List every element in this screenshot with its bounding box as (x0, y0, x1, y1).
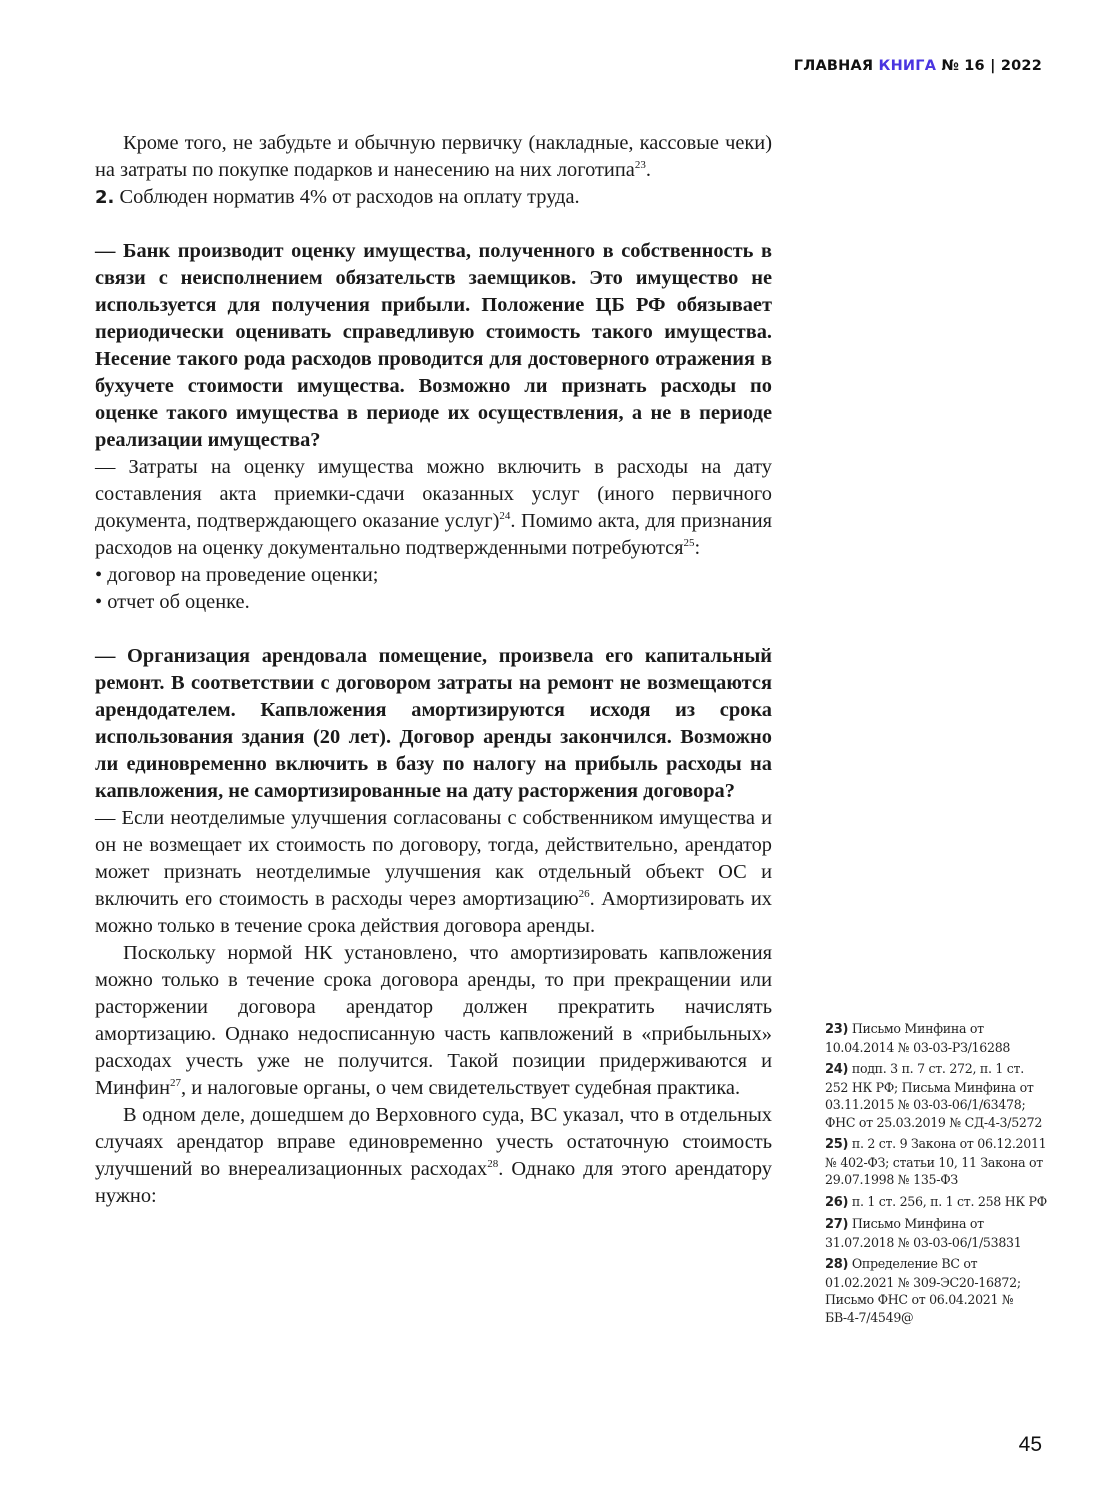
footnote-25: 25) п. 2 ст. 9 Закона от 06.12.2011 № 402-ФЗ; статьи 10, 11 Закона от 29.07.1998 № 135-ФЗ (825, 1136, 1047, 1187)
bullet-item: • отчет об оценке. (95, 591, 250, 613)
brand-name-accent: КНИГА (878, 58, 937, 74)
footnote-ref-27[interactable]: 27 (170, 1077, 181, 1089)
bullet-item: • договор на проведение оценки; (95, 564, 379, 586)
question-1: — Банк производит оценку имущества, полученного в собственность в связи с неисполнением обязательств заемщиков. Это имущество не используется для получения прибыли. Положение ЦБ РФ обязывает периодически оценивать справедливую стоимость такого имущества. Несение такого рода расходов проводится для достоверного отражения в бухучете стоимости имущества. Возможно ли признать расходы по оценке такого имущества в периоде их осуществления, а не в периоде реализации имущества? (95, 240, 772, 451)
answer-2: — Если неотделимые улучшения согласованы с собственником имущества и он не возмещает их стоимость по договору, тогда, действительно, арендатор может признать неотделимые улучшения как отдельный объект ОС и включить его стоимость в расходы через амортизацию$^{26}$. Амортизировать их можно только в течение срока действия договора аренды. (95, 807, 772, 937)
paragraph-primary-docs: Кроме того, не забудьте и обычную первичку (накладные, кассовые чеки) на затраты по покупке подарков и нанесению на них логотипа$^{23}$. (95, 132, 772, 181)
question-2: — Организация арендовала помещение, произвела его капитальный ремонт. В соответствии с договором затраты на ремонт не возмещаются арендодателем. Капвложения амортизируются исходя из срока использования здания (20 лет). Договор аренды закончился. Возможно ли единовременно включить в базу по налогу на прибыль расходы на капвложения, не самортизированные на дату расторжения договора? (95, 645, 772, 802)
footnote-23: 23) Письмо Минфина от 10.04.2014 № 03-03-РЗ/16288 (825, 1021, 1011, 1055)
answer-1: — Затраты на оценку имущества можно включить в расходы на дату составления акта приемки-сдачи оказанных услуг (иного первичного документа, подтверждающего оказание услуг)$^{24}$. Помимо акта, для признания расходов на оценку документально подтвержденными потребуются$^{25}$: (95, 456, 772, 559)
footnote-ref-28[interactable]: 28 (487, 1158, 499, 1170)
issue-number: № 16 | 2022 (941, 58, 1042, 74)
footnote-28: 28) Определение ВС от 01.02.2021 № 309-ЭС20-16872; Письмо ФНС от 06.04.2021 № БВ-4-7/4549@ (825, 1256, 1021, 1325)
footnotes-sidebar (825, 1020, 1050, 1330)
running-header (794, 58, 1042, 74)
brand-name: ГЛАВНАЯ (793, 58, 874, 74)
footnote-ref-26[interactable]: 26 (578, 888, 590, 900)
paragraph-supreme-court: В одном деле, дошедшем до Верховного суда, ВС указал, что в отдельных случаях арендатор вправе единовременно учесть остаточную стоимость улучшений во внереализационных расходах$^{28}$. Однако для этого арендатору нужно: (95, 1104, 772, 1207)
footnote-ref-23[interactable]: 23 (634, 159, 646, 171)
footnote-ref-24[interactable]: 24 (499, 510, 511, 522)
paragraph-nk-norm: Поскольку нормой НК установлено, что амортизировать капвложения можно только в течение срока договора аренды, то при прекращении или расторжении договора арендатор должен прекратить начислять амортизацию. Однако недосписанную часть капвложений в «прибыльных» расходах учесть уже не получится. Такой позиции придерживаются и Минфин$^{27}$, и налоговые органы, о чем свидетельствует судебная практика. (95, 942, 772, 1099)
footnote-27: 27) Письмо Минфина от 31.07.2018 № 03-03-06/1/53831 (825, 1216, 1022, 1250)
footnote-26: 26) п. 1 ст. 256, п. 1 ст. 258 НК РФ (825, 1193, 1047, 1210)
footnote-ref-25[interactable]: 25 (683, 537, 695, 549)
main-column (95, 130, 772, 1210)
page-number: 45 (1018, 1433, 1042, 1456)
list-item-2: 2. Соблюден норматив 4% от расходов на оплату труда. (95, 186, 580, 208)
list-number: 2. (95, 187, 115, 208)
footnote-24: 24) подп. 3 п. 7 ст. 272, п. 1 ст. 252 НК РФ; Письма Минфина от 03.11.2015 № 03-03-06/1/63478; ФНС от 25.03.2019 № СД-4-3/5272 (825, 1061, 1043, 1130)
